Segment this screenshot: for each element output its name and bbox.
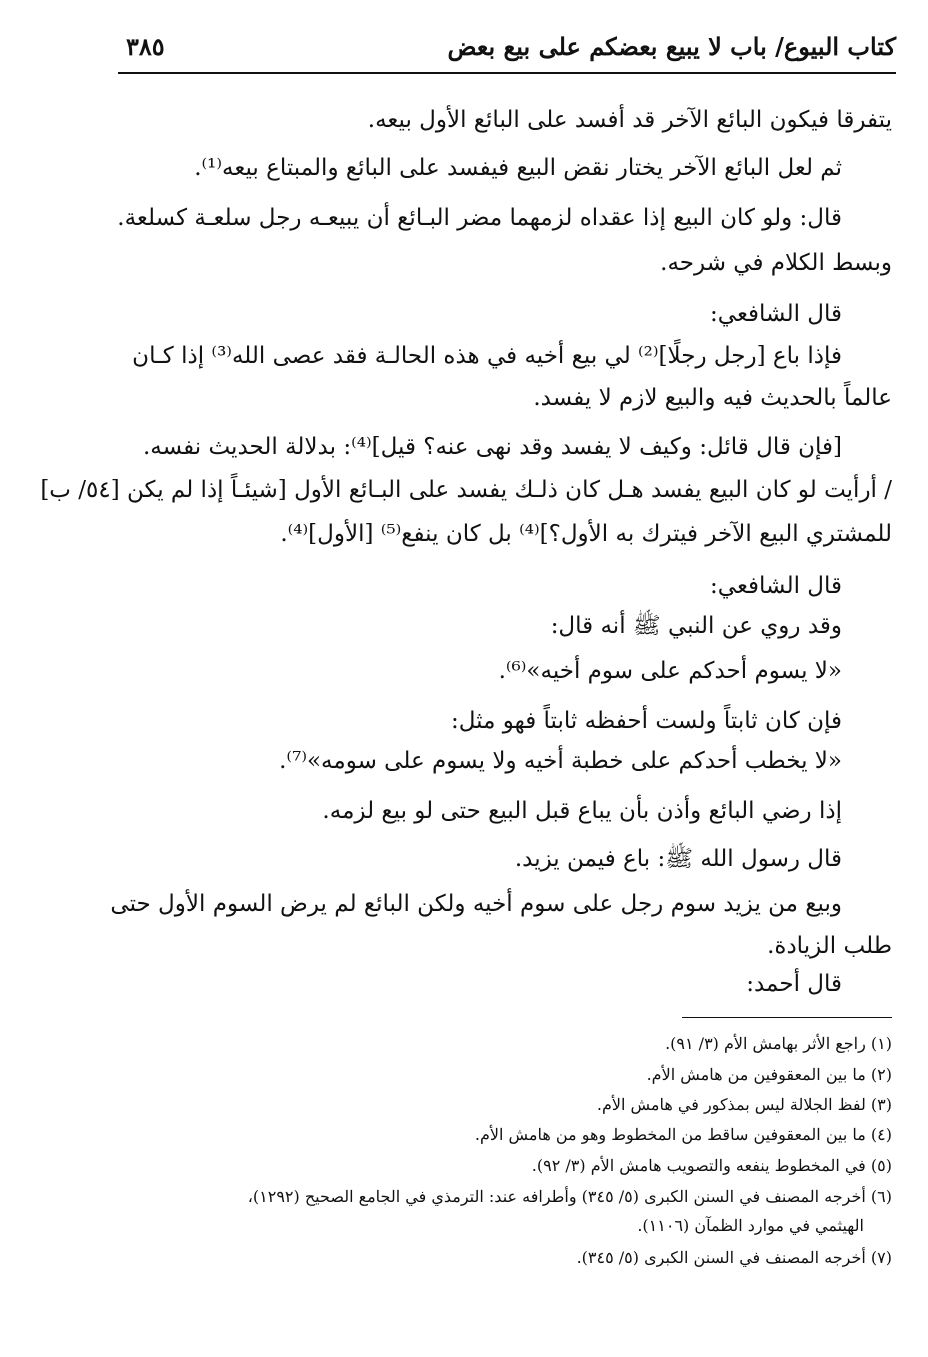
body-line: / أرأيت لو كان البيع يفسد هـل كان ذلـك يفسد على البـائع الأول [شيئـاً إذا لم يكن [٥٤/ ب] — [40, 477, 892, 503]
body-line: وبسط الكلام في شرحه. — [660, 250, 892, 276]
running-title: كتاب البيوع/ باب لا يبيع بعضكم على بيع بعض — [447, 32, 896, 61]
footnote: (٥) في المخطوط ينفعه والتصويب هامش الأم (٣/ ٩٢). — [531, 1156, 892, 1175]
body-line: ثم لعل البائع الآخر يختار نقض البيع فيفسد على البائع والمبتاع بيعه⁽¹⁾. — [194, 155, 842, 181]
body-line: قال الشافعي: — [710, 301, 842, 327]
page-number: ٣٨٥ — [126, 32, 165, 61]
body-line: إذا رضي البائع وأذن بأن يباع قبل البيع حتى لو بيع لزمه. — [322, 798, 842, 824]
footnote: (٣) لفظ الجلالة ليس بمذكور في هامش الأم. — [596, 1095, 892, 1114]
body-line: قال رسول الله ﷺ: باع فيمن يزيد. — [514, 846, 842, 872]
body-line: وقد روي عن النبي ﷺ أنه قال: — [550, 613, 842, 639]
body-line: عالماً بالحديث فيه والبيع لازم لا يفسد. — [533, 385, 892, 411]
footnote: (٢) ما بين المعقوفين من هامش الأم. — [646, 1065, 892, 1084]
body-line: [فإن قال قائل: وكيف لا يفسد وقد نهى عنه؟ قيل]⁽⁴⁾: بدلالة الحديث نفسه. — [142, 434, 842, 460]
footnote-separator — [682, 1017, 892, 1018]
body-line: «لا يسوم أحدكم على سوم أخيه»⁽⁶⁾. — [498, 658, 842, 684]
footnote: (٤) ما بين المعقوفين ساقط من المخطوط وهو من هامش الأم. — [474, 1125, 892, 1144]
body-line: للمشتري البيع الآخر فيترك به الأول؟]⁽⁴⁾ بل كان ينفع⁽⁵⁾ [الأول]⁽⁴⁾. — [280, 521, 892, 547]
footnote-continuation: الهيثمي في موارد الظمآن (١١٠٦). — [637, 1216, 864, 1235]
footnote: (٧) أخرجه المصنف في السنن الكبرى (٥/ ٣٤٥). — [576, 1248, 892, 1267]
footnote: (١) راجع الأثر بهامش الأم (٣/ ٩١). — [665, 1034, 892, 1053]
body-line: وبيع من يزيد سوم رجل على سوم أخيه ولكن البائع لم يرض السوم الأول حتى — [110, 891, 842, 917]
body-line: قال أحمد: — [746, 971, 842, 997]
footnote: (٦) أخرجه المصنف في السنن الكبرى (٥/ ٣٤٥) وأطرافه عند: الترمذي في الجامع الصحيح (١٢٩٢)، — [247, 1187, 892, 1206]
page-header — [118, 30, 896, 74]
body-line: طلب الزيادة. — [767, 933, 892, 959]
body-line: «لا يخطب أحدكم على خطبة أخيه ولا يسوم على سومه»⁽⁷⁾. — [279, 748, 842, 774]
body-line: قال الشافعي: — [710, 573, 842, 599]
body-line: فإذا باع [رجل رجلًا]⁽²⁾ لي بيع أخيه في هذه الحالـة فقد عصى الله⁽³⁾ إذا كـان — [132, 343, 842, 369]
body-line: قال: ولو كان البيع إذا عقداه لزمهما مضر البـائع أن يبيعـه رجل سلعـة كسلعة. — [117, 205, 842, 231]
body-line: فإن كان ثابتاً ولست أحفظه ثابتاً فهو مثل: — [451, 708, 842, 734]
body-line: يتفرقا فيكون البائع الآخر قد أفسد على البائع الأول بيعه. — [367, 107, 892, 133]
